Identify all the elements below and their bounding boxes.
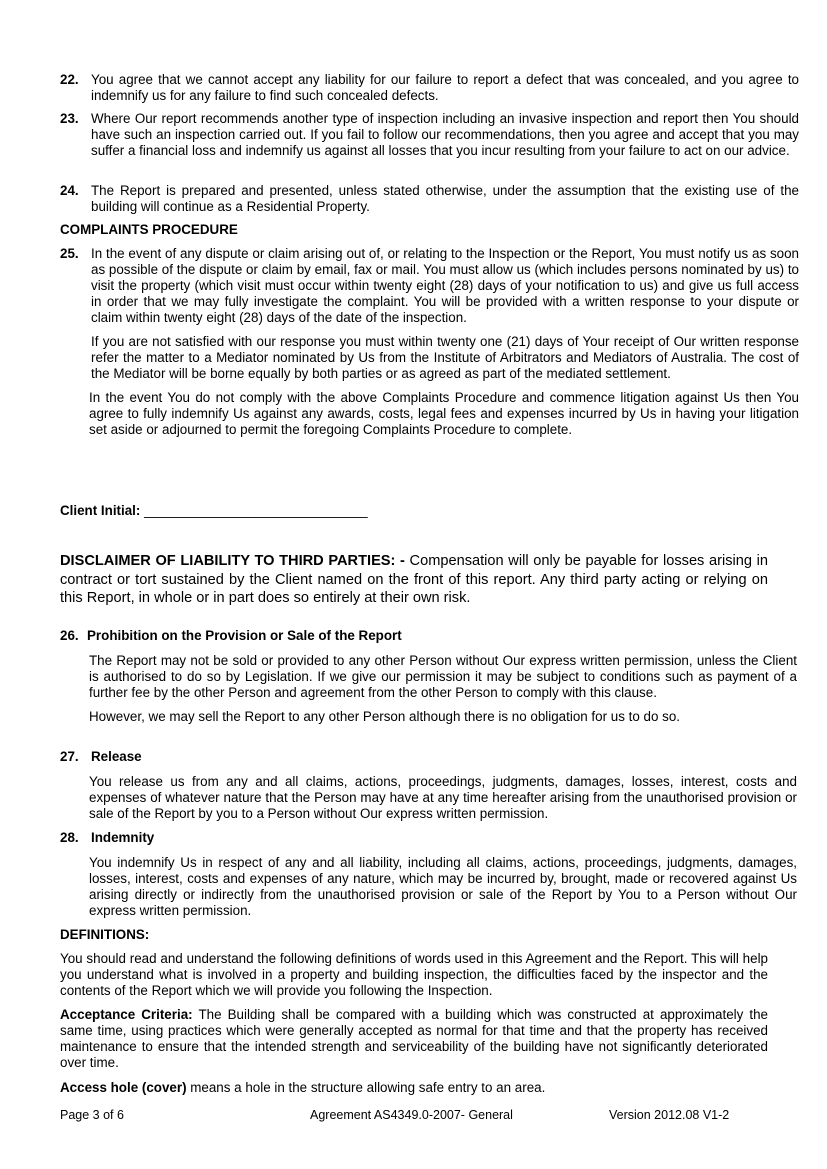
clause-24 (60, 183, 799, 215)
disclaimer-text: Compensation will only be payable for losses arising in contract or tort sustained by the Client named on the front of this report. Any third party acting or relying on this Report, in whole or in part does so entirely at their own risk. (60, 553, 769, 606)
disclaimer-heading: DISCLAIMER OF LIABILITY TO THIRD PARTIES: - (60, 553, 405, 569)
clause-number: 26. (60, 628, 79, 643)
clause-23 (60, 111, 799, 159)
complaints-heading: COMPLAINTS PROCEDURE (60, 222, 238, 237)
clause-heading: Release (91, 749, 142, 764)
clause-number: 23. (60, 111, 79, 126)
clause-number: 24. (60, 183, 79, 198)
clause-number: 28. (60, 830, 79, 845)
complaints-paragraph-2: If you are not satisfied with our response you must within twenty one (21) days of Your receipt of Our written response refer the matter to a Mediator nominated by Us from the Institute of Arbitrators and Mediators of Australia. The cost of the Mediator will be borne equally by both parties or as agreed as part of the mediated settlement. (91, 334, 799, 381)
disclaimer (60, 552, 768, 608)
definitions-heading: DEFINITIONS: (60, 927, 150, 942)
clause-number: 25. (60, 246, 79, 261)
clause-28 (60, 830, 797, 919)
footer-version: Version 2012.08 V1-2 (609, 1108, 730, 1122)
definition-acceptance-criteria (60, 1007, 768, 1071)
clause-paragraph-1: You indemnify Us in respect of any and all liability, including all claims, actions, proceedings, judgments, damages, losses, interest, costs and expenses of any nature, which may be incurred by, brought, made or recovered against Us arising directly or indirectly from the unauthorised provision or sale of the Report by You to a Person without Our express written permission. (89, 855, 797, 918)
definition-term: Access hole (cover) (60, 1080, 187, 1095)
client-initial-line: ______________________________ (144, 503, 368, 518)
clause-paragraph-1: The Report may not be sold or provided to any other Person without Our express written permission, unless the Client is authorised to do so by Legislation. If we give our permission it may be subject to conditions such as payment of a further fee by the other Person and agreement from the other Person to comply with this clause. (89, 653, 797, 700)
client-initial-label: Client Initial: (60, 503, 141, 518)
clause-number: 27. (60, 749, 79, 764)
definition-access-hole (60, 1080, 768, 1096)
footer-page-number: Page 3 of 6 (60, 1108, 124, 1122)
clause-text: Where Our report recommends another type of inspection including an invasive inspection and report then You should have such an inspection carried out. If you fail to follow our recommendations, then you agree and accept that you may suffer a financial loss and indemnify us against all losses that you incur resulting from your failure to act on our advice. (91, 111, 799, 158)
clause-26 (60, 628, 797, 725)
definition-term: Acceptance Criteria: (60, 1007, 193, 1022)
clause-27 (60, 749, 797, 822)
clause-heading: Indemnity (91, 830, 155, 845)
clause-25 (60, 246, 799, 438)
clause-22 (60, 72, 799, 104)
definition-text: The Building shall be compared with a building which was constructed at approximately the same time, using practices which were generally accepted as normal for that time and that the property has received maintenance to ensure that the intended strength and serviceability of the building have not significantly deteriorated over time. (60, 1007, 768, 1070)
complaints-paragraph-1: In the event of any dispute or claim arising out of, or relating to the Inspection or the Report, You must notify us as soon as possible of the dispute or claim by email, fax or mail. You must allow us (which includes persons nominated by us) to visit the property (which visit must occur within twenty eight (28) days of your notification to us) and give us full access in order that we may fully investigate the complaint. You will be provided with a written response to your dispute or claim within twenty eight (28) days of the date of the inspection. (91, 246, 799, 325)
client-initial (60, 503, 368, 519)
complaints-paragraph-3: In the event You do not comply with the above Complaints Procedure and commence litigation against Us then You agree to fully indemnify Us against any awards, costs, legal fees and expenses incurred by Us in having your litigation set aside or adjourned to permit the foregoing Complaints Procedure to complete. (89, 390, 799, 437)
clause-number: 22. (60, 72, 79, 87)
definition-text: means a hole in the structure allowing safe entry to an area. (186, 1080, 546, 1095)
definitions-intro: You should read and understand the following definitions of words used in this Agreement and the Report. This will help you understand what is involved in a property and building inspection, the difficulties faced by the inspector and the contents of the Report which we will provide you following the Inspection. (60, 951, 768, 998)
clause-heading: Prohibition on the Provision or Sale of the Report (87, 628, 402, 643)
clause-text: The Report is prepared and presented, unless stated otherwise, under the assumption that the existing use of the building will continue as a Residential Property. (91, 183, 799, 214)
clause-paragraph-1: You release us from any and all claims, actions, proceedings, judgments, damages, losses, interest, costs and expenses of whatever nature that the Person may have at any time hereafter arising from the unauthorised provision or sale of the Report by you to a Person without Our express written permission. (89, 774, 797, 821)
footer-agreement: Agreement AS4349.0-2007- General (310, 1108, 513, 1122)
clause-text: You agree that we cannot accept any liability for our failure to report a defect that was concealed, and you agree to indemnify us for any failure to find such concealed defects. (91, 72, 799, 103)
clause-paragraph-2: However, we may sell the Report to any other Person although there is no obligation for us to do so. (89, 709, 681, 724)
